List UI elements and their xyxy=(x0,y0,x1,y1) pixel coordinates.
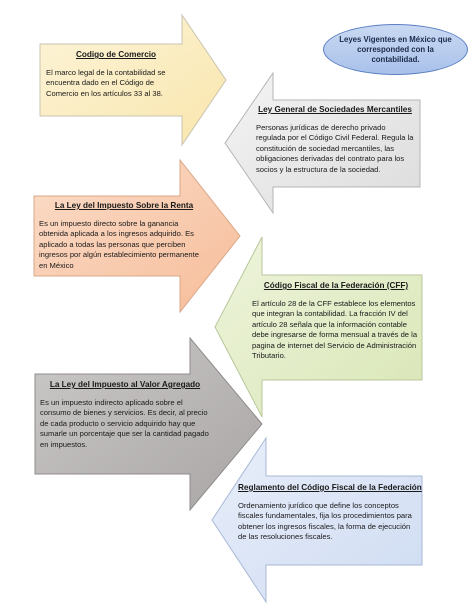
card-body: El artículo 28 de la CFF establece los elementos que integran la contabilidad. La fracción IV del artículo 28 señala que la información contable debe ingresarse de forma mensual a través de la pagina de internet del Servicio de Administración Tributario. xyxy=(252,299,418,361)
card-title: La Ley del Impuesto al Valor Agregado xyxy=(49,380,201,389)
card-iva xyxy=(40,380,210,450)
card-cff xyxy=(252,281,420,361)
card-ley-sociedades xyxy=(256,105,414,175)
title-bubble-text: Leyes Vigentes en México que corresponded con la contabilidad. xyxy=(339,34,452,64)
card-title: Codigo de Comercio xyxy=(75,50,157,59)
title-bubble xyxy=(323,24,468,75)
card-reglamento-cff xyxy=(238,483,422,543)
card-isr xyxy=(39,201,209,271)
card-title: La Ley del Impuesto Sobre la Renta xyxy=(54,201,194,210)
card-title: Reglamento del Código Fiscal de la Federación xyxy=(238,483,422,492)
card-body: Personas jurídicas de derecho privado regulada por el Código Civil Federal. Regula la constitución de sociedad mercantiles, las obligaciones derivadas del contrato para los socios y la estructura de la sociedad. xyxy=(256,123,414,174)
card-body: Es un impuesto indirecto aplicado sobre el consumo de bienes y servicios. Es decir, al precio de cada producto o servicio adquirido hay que sumarle un porcentaje que ser la cantidad pagado en impuestos. xyxy=(40,398,209,449)
card-title: Ley General de Sociedades Mercantiles xyxy=(258,105,412,114)
card-body: Es un impuesto directo sobre la ganancia obtenida aplicada a los ingresos adquirido. Es aplicado a todas las personas que perciben ingresos por algún establecimiento permanente en México xyxy=(39,219,199,270)
card-body: Ordenamiento jurídico que define los conceptos fiscales fundamentales, fija los procedimientos para obtener los ingresos fiscales, la forma de ejecución de las resoluciones fiscales. xyxy=(238,501,412,542)
card-body: El marco legal de la contabilidad se encuentra dado en el Código de Comercio en los artículos 33 al 38. xyxy=(46,68,166,98)
card-codigo-comercio xyxy=(46,50,186,99)
card-title: Código Fiscal de la Federación (CFF) xyxy=(263,281,409,290)
